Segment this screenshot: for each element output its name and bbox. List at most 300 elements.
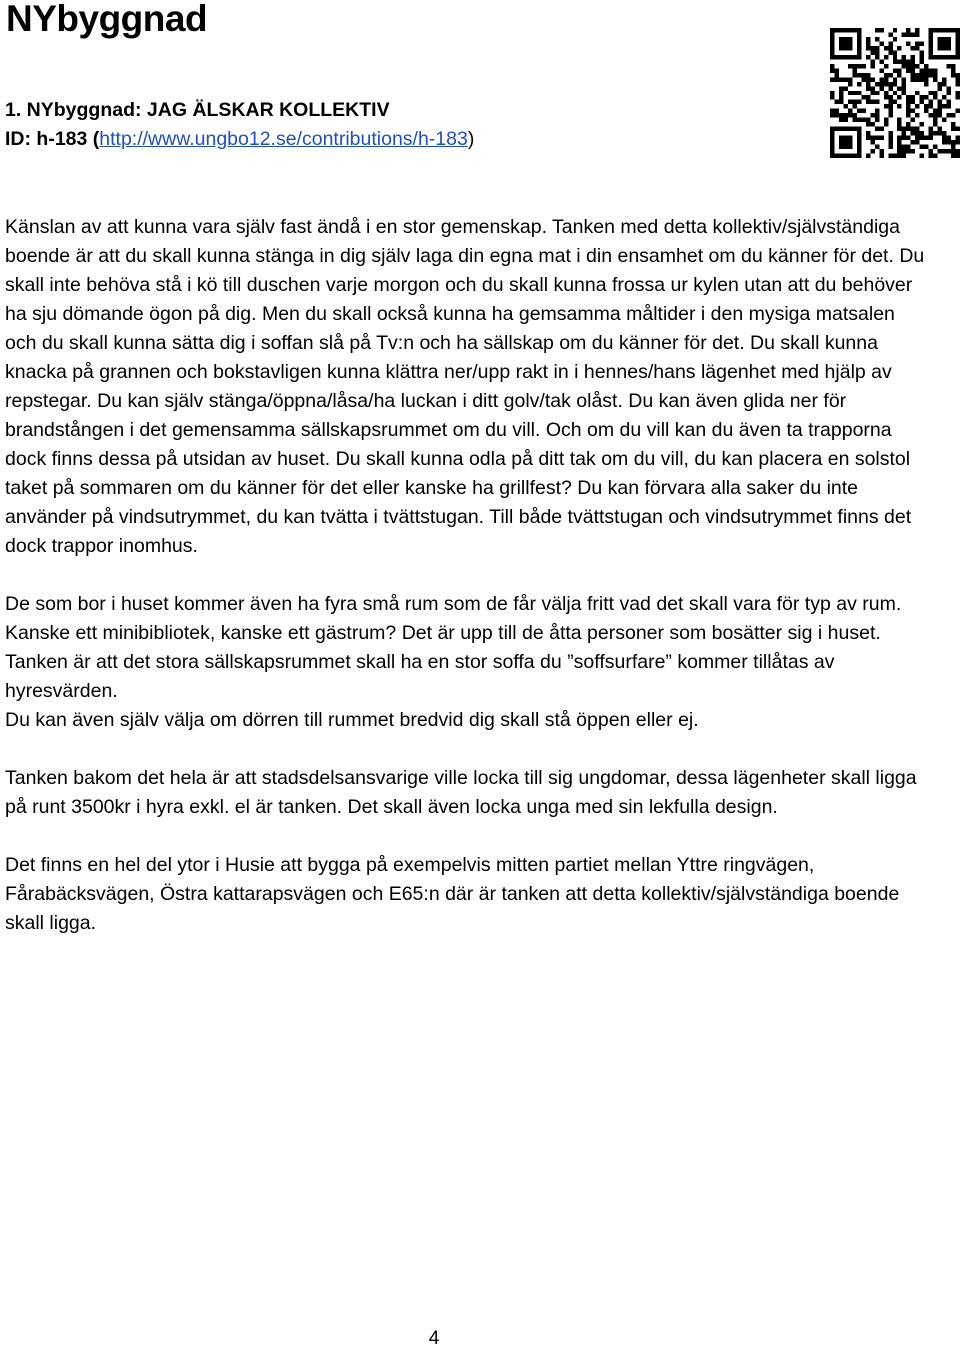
qr-module xyxy=(839,86,843,90)
qr-module xyxy=(893,100,897,104)
qr-module xyxy=(933,122,937,126)
qr-module xyxy=(875,100,879,104)
qr-module xyxy=(951,154,955,158)
qr-module xyxy=(951,73,955,77)
qr-module xyxy=(870,149,874,153)
qr-module xyxy=(852,68,856,72)
body-text xyxy=(5,213,925,938)
qr-module xyxy=(875,136,879,140)
qr-module xyxy=(929,127,933,131)
qr-module xyxy=(956,73,960,77)
qr-module xyxy=(875,91,879,95)
qr-module xyxy=(951,149,955,153)
entry-id-suffix: ) xyxy=(467,128,475,150)
qr-module xyxy=(911,95,915,99)
qr-module xyxy=(906,113,910,117)
qr-module xyxy=(830,64,834,68)
qr-module xyxy=(848,91,852,95)
qr-module xyxy=(830,77,834,81)
qr-module xyxy=(879,77,883,81)
qr-module xyxy=(839,113,843,117)
qr-module xyxy=(951,113,955,117)
qr-module xyxy=(911,55,915,59)
qr-module xyxy=(866,82,870,86)
qr-module xyxy=(897,136,901,140)
qr-module xyxy=(942,118,946,122)
qr-module xyxy=(888,100,892,104)
qr-module xyxy=(897,46,901,50)
qr-finder-top-right xyxy=(929,28,960,59)
entry-id-prefix: ID: h-183 ( xyxy=(5,128,100,150)
qr-module xyxy=(893,37,897,41)
qr-module xyxy=(915,46,919,50)
qr-module xyxy=(906,95,910,99)
qr-module xyxy=(861,73,865,77)
qr-module xyxy=(924,77,928,81)
qr-module xyxy=(875,109,879,113)
page-title: NYbyggnad xyxy=(6,0,208,39)
qr-module xyxy=(888,131,892,135)
qr-module xyxy=(902,131,906,135)
qr-module xyxy=(920,59,924,63)
qr-module xyxy=(906,127,910,131)
qr-module xyxy=(893,50,897,54)
qr-module xyxy=(906,104,910,108)
contribution-link[interactable]: http://www.ungbo12.se/contributions/h-183 xyxy=(99,128,468,150)
qr-module xyxy=(906,122,910,126)
qr-module xyxy=(852,64,856,68)
qr-module xyxy=(870,86,874,90)
qr-module xyxy=(933,113,937,117)
qr-module xyxy=(951,127,955,131)
qr-module xyxy=(947,91,951,95)
qr-module xyxy=(888,82,892,86)
qr-module xyxy=(906,136,910,140)
qr-module xyxy=(834,113,838,117)
qr-module xyxy=(843,118,847,122)
qr-module xyxy=(875,55,879,59)
qr-finder-top-left xyxy=(830,28,861,59)
qr-module xyxy=(956,109,960,113)
qr-module xyxy=(947,113,951,117)
qr-module xyxy=(866,55,870,59)
qr-module xyxy=(839,118,843,122)
qr-module xyxy=(848,100,852,104)
qr-module xyxy=(866,46,870,50)
qr-module xyxy=(924,64,928,68)
qr-module xyxy=(924,109,928,113)
qr-module xyxy=(897,59,901,63)
qr-module xyxy=(897,127,901,131)
qr-module xyxy=(897,145,901,149)
qr-module xyxy=(951,140,955,144)
qr-module xyxy=(915,28,919,32)
qr-module xyxy=(843,86,847,90)
qr-module xyxy=(839,77,843,81)
qr-module xyxy=(857,100,861,104)
qr-module xyxy=(915,64,919,68)
qr-module xyxy=(911,73,915,77)
qr-module xyxy=(938,109,942,113)
qr-module xyxy=(848,77,852,81)
qr-module xyxy=(897,104,901,108)
qr-module xyxy=(861,95,865,99)
qr-module xyxy=(843,104,847,108)
qr-module xyxy=(902,127,906,131)
qr-module xyxy=(911,118,915,122)
qr-module xyxy=(929,113,933,117)
qr-module xyxy=(947,149,951,153)
qr-module xyxy=(902,154,906,158)
qr-module xyxy=(879,41,883,45)
entry-meta xyxy=(5,96,805,154)
qr-module xyxy=(947,100,951,104)
qr-module xyxy=(933,73,937,77)
qr-module xyxy=(893,55,897,59)
qr-module xyxy=(929,68,933,72)
qr-module xyxy=(839,91,843,95)
qr-module xyxy=(902,55,906,59)
entry-heading: 1. NYbyggnad: JAG ÄLSKAR KOLLEKTIV xyxy=(5,99,390,121)
qr-module xyxy=(915,104,919,108)
qr-module xyxy=(920,73,924,77)
qr-module xyxy=(875,113,879,117)
qr-module xyxy=(857,82,861,86)
qr-module xyxy=(834,109,838,113)
qr-module xyxy=(861,109,865,113)
qr-module xyxy=(929,154,933,158)
qr-module xyxy=(933,131,937,135)
qr-module xyxy=(870,50,874,54)
qr-module xyxy=(911,100,915,104)
qr-module xyxy=(857,64,861,68)
qr-module xyxy=(884,95,888,99)
qr-module xyxy=(857,109,861,113)
qr-module xyxy=(920,154,924,158)
qr-module xyxy=(929,100,933,104)
qr-module xyxy=(929,91,933,95)
qr-module xyxy=(870,91,874,95)
qr-module xyxy=(906,145,910,149)
qr-module xyxy=(879,59,883,63)
qr-module xyxy=(902,77,906,81)
qr-module xyxy=(956,136,960,140)
paragraph: Tanken bakom det hela är att stadsdelsansvarige ville locka till sig ungdomar, dessa lägenheter skall ligga på runt 3500kr i hyra exkl. el är tanken. Det skall även locka unga med sin lekfulla design. xyxy=(5,767,917,818)
qr-module xyxy=(956,95,960,99)
qr-module xyxy=(915,41,919,45)
qr-module xyxy=(857,118,861,122)
qr-module xyxy=(888,73,892,77)
qr-module xyxy=(870,113,874,117)
qr-module xyxy=(915,140,919,144)
qr-module xyxy=(839,95,843,99)
qr-module xyxy=(915,73,919,77)
qr-module xyxy=(888,41,892,45)
paragraph: Det finns en hel del ytor i Husie att bygga på exempelvis mitten partiet mellan Yttre ringvägen, Fårabäcksvägen, Östra kattarapsvägen och E65:n där är tanken att detta kollektiv/självständiga boende skall ligga. xyxy=(5,854,900,934)
qr-module xyxy=(870,100,874,104)
paragraph: Du kan även själv välja om dörren till rummet bredvid dig skall stå öppen eller ej. xyxy=(5,709,699,731)
qr-module xyxy=(830,68,834,72)
qr-code-image xyxy=(830,28,960,158)
qr-module xyxy=(866,118,870,122)
qr-module xyxy=(897,68,901,72)
qr-module xyxy=(830,91,834,95)
qr-module xyxy=(866,37,870,41)
qr-module xyxy=(888,109,892,113)
qr-module xyxy=(956,140,960,144)
qr-module xyxy=(861,64,865,68)
qr-module xyxy=(920,77,924,81)
qr-module xyxy=(861,77,865,81)
qr-module xyxy=(938,113,942,117)
qr-module xyxy=(902,149,906,153)
qr-module xyxy=(852,113,856,117)
qr-module xyxy=(866,95,870,99)
qr-module xyxy=(848,64,852,68)
qr-module xyxy=(924,136,928,140)
qr-module xyxy=(888,104,892,108)
qr-module xyxy=(920,100,924,104)
qr-module xyxy=(929,136,933,140)
qr-module xyxy=(956,77,960,81)
qr-module xyxy=(866,131,870,135)
qr-module xyxy=(915,131,919,135)
qr-module xyxy=(938,82,942,86)
qr-module xyxy=(875,46,879,50)
qr-module xyxy=(938,131,942,135)
qr-module xyxy=(942,104,946,108)
qr-module xyxy=(884,104,888,108)
qr-module xyxy=(897,122,901,126)
qr-module xyxy=(933,145,937,149)
qr-module xyxy=(956,91,960,95)
qr-module xyxy=(875,37,879,41)
qr-module xyxy=(938,104,942,108)
qr-module xyxy=(906,109,910,113)
qr-module xyxy=(933,91,937,95)
qr-module xyxy=(897,140,901,144)
qr-module xyxy=(947,140,951,144)
qr-module xyxy=(938,127,942,131)
qr-module xyxy=(893,91,897,95)
qr-module xyxy=(866,86,870,90)
qr-module xyxy=(897,154,901,158)
entry-id xyxy=(5,125,805,154)
qr-module xyxy=(852,91,856,95)
qr-module xyxy=(902,86,906,90)
qr-module xyxy=(866,122,870,126)
qr-module xyxy=(852,73,856,77)
qr-module xyxy=(897,118,901,122)
qr-module xyxy=(902,64,906,68)
qr-module xyxy=(911,127,915,131)
qr-module xyxy=(915,77,919,81)
qr-module xyxy=(902,91,906,95)
qr-module xyxy=(830,109,834,113)
qr-module xyxy=(929,73,933,77)
qr-module xyxy=(884,91,888,95)
qr-module xyxy=(897,149,901,153)
qr-module xyxy=(875,127,879,131)
qr-module xyxy=(875,82,879,86)
qr-module xyxy=(956,154,960,158)
qr-module xyxy=(888,32,892,36)
paragraph: Tanken är att det stora sällskapsrummet skall ha en stor soffa du ”soffsurfare” kommer tillåtas av hyresvärden. xyxy=(5,651,835,702)
qr-module xyxy=(866,100,870,104)
qr-module xyxy=(879,154,883,158)
qr-module xyxy=(920,131,924,135)
qr-module xyxy=(920,136,924,140)
qr-module xyxy=(915,127,919,131)
qr-module xyxy=(879,82,883,86)
qr-module xyxy=(911,68,915,72)
qr-module xyxy=(911,77,915,81)
qr-module xyxy=(911,109,915,113)
qr-module xyxy=(870,122,874,126)
qr-module xyxy=(834,77,838,81)
qr-module xyxy=(933,154,937,158)
qr-module xyxy=(951,122,955,126)
qr-module xyxy=(942,77,946,81)
qr-module xyxy=(942,95,946,99)
qr-module xyxy=(947,86,951,90)
qr-module xyxy=(834,68,838,72)
qr-module xyxy=(848,82,852,86)
qr-module xyxy=(879,127,883,131)
qr-module xyxy=(884,73,888,77)
qr-module xyxy=(911,59,915,63)
qr-module xyxy=(893,28,897,32)
qr-module xyxy=(879,86,883,90)
qr-module xyxy=(951,68,955,72)
qr-module xyxy=(924,68,928,72)
qr-module xyxy=(897,95,901,99)
qr-module xyxy=(947,136,951,140)
qr-module xyxy=(906,32,910,36)
qr-module xyxy=(924,145,928,149)
qr-module xyxy=(852,104,856,108)
qr-module xyxy=(911,149,915,153)
qr-module xyxy=(924,104,928,108)
qr-module xyxy=(888,50,892,54)
qr-module xyxy=(929,104,933,108)
qr-module xyxy=(866,77,870,81)
qr-module xyxy=(911,46,915,50)
page-number: 4 xyxy=(428,1328,440,1349)
qr-module xyxy=(924,73,928,77)
qr-module xyxy=(947,104,951,108)
qr-module xyxy=(924,95,928,99)
qr-module xyxy=(888,46,892,50)
qr-module xyxy=(933,109,937,113)
qr-module xyxy=(933,77,937,81)
qr-module xyxy=(938,86,942,90)
qr-module xyxy=(834,73,838,77)
qr-module xyxy=(906,64,910,68)
qr-module xyxy=(906,100,910,104)
qr-module xyxy=(942,131,946,135)
qr-module xyxy=(933,118,937,122)
qr-module xyxy=(852,118,856,122)
qr-module xyxy=(888,86,892,90)
qr-module xyxy=(920,55,924,59)
qr-module xyxy=(929,131,933,135)
qr-module xyxy=(893,68,897,72)
qr-module xyxy=(956,127,960,131)
qr-module xyxy=(866,136,870,140)
qr-module xyxy=(861,118,865,122)
qr-module xyxy=(875,28,879,32)
qr-module xyxy=(915,32,919,36)
qr-module xyxy=(902,136,906,140)
qr-module xyxy=(933,95,937,99)
qr-module xyxy=(911,131,915,135)
qr-module xyxy=(857,91,861,95)
qr-module xyxy=(906,59,910,63)
qr-module xyxy=(915,136,919,140)
qr-module xyxy=(902,59,906,63)
qr-module xyxy=(888,95,892,99)
qr-module xyxy=(879,136,883,140)
qr-module xyxy=(866,154,870,158)
qr-module xyxy=(884,82,888,86)
qr-module xyxy=(915,91,919,95)
qr-module xyxy=(884,46,888,50)
qr-module xyxy=(929,149,933,153)
qr-module xyxy=(888,154,892,158)
qr-module xyxy=(830,95,834,99)
qr-module xyxy=(906,149,910,153)
qr-module xyxy=(866,41,870,45)
qr-module xyxy=(884,122,888,126)
qr-module xyxy=(924,82,928,86)
qr-module xyxy=(893,77,897,81)
qr-module xyxy=(902,82,906,86)
qr-module xyxy=(870,140,874,144)
qr-module xyxy=(888,140,892,144)
qr-module xyxy=(843,77,847,81)
qr-module xyxy=(902,32,906,36)
qr-module xyxy=(879,68,883,72)
paragraph: De som bor i huset kommer även ha fyra små rum som de får välja fritt vad det skall vara för typ av rum. Kanske ett minibibliotek, kanske ett gästrum? Det är upp till de åtta personer som bosätter sig i huset. xyxy=(5,593,902,644)
qr-module xyxy=(879,28,883,32)
qr-module xyxy=(870,136,874,140)
qr-module xyxy=(920,41,924,45)
qr-module xyxy=(906,41,910,45)
qr-module xyxy=(870,77,874,81)
qr-module xyxy=(857,73,861,77)
qr-module xyxy=(897,73,901,77)
qr-module xyxy=(947,64,951,68)
qr-module xyxy=(938,149,942,153)
qr-module xyxy=(884,55,888,59)
qr-module xyxy=(942,82,946,86)
qr-module xyxy=(920,122,924,126)
qr-module xyxy=(951,64,955,68)
qr-module xyxy=(839,100,843,104)
qr-module xyxy=(951,145,955,149)
qr-module xyxy=(911,32,915,36)
qr-module xyxy=(870,64,874,68)
qr-module xyxy=(920,95,924,99)
qr-module xyxy=(893,82,897,86)
qr-module xyxy=(870,46,874,50)
qr-module xyxy=(942,136,946,140)
qr-module xyxy=(875,50,879,54)
qr-module xyxy=(834,100,838,104)
qr-module xyxy=(902,145,906,149)
qr-module xyxy=(888,136,892,140)
